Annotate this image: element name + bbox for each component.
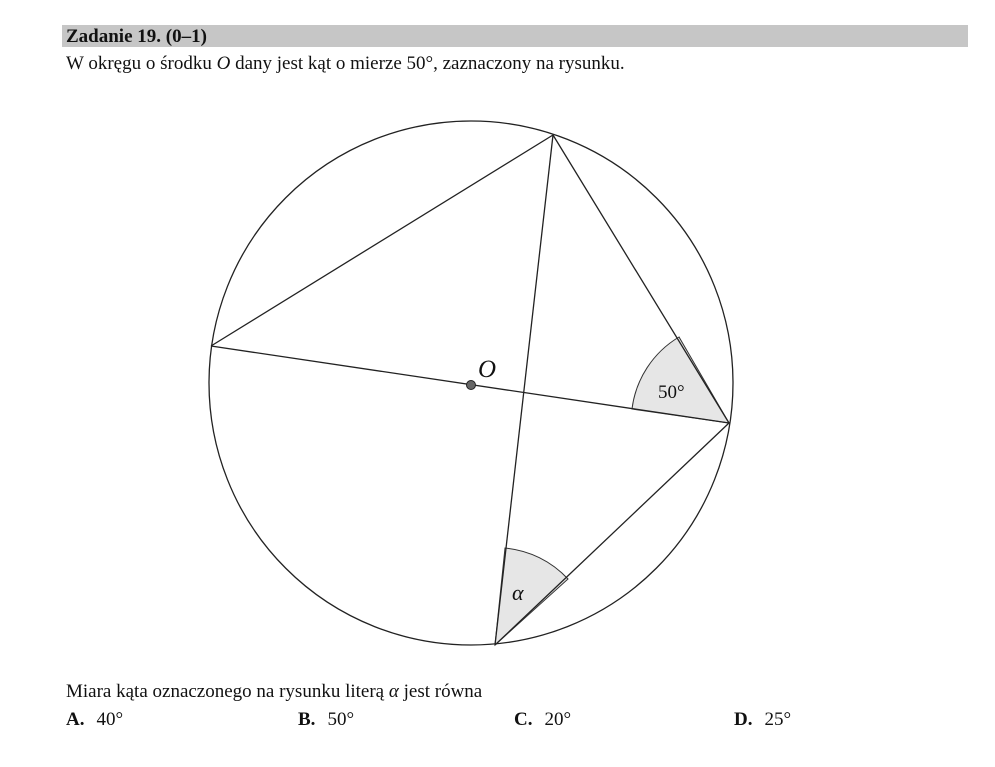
chord-bottom-right [495,423,729,645]
intro-text-start: W okręgu o środku [66,53,217,74]
answer-letter: B. [298,709,316,730]
chord-left-top [211,135,553,346]
question-var: α [388,681,399,702]
question-text [66,680,482,704]
question-text-end: jest równa [398,681,483,702]
question-text-start: Miara kąta oznaczonego na rysunku literą [66,681,389,702]
answer-option-a[interactable] [66,708,123,732]
answer-letter: C. [514,709,533,730]
center-label: O [478,356,497,383]
intro-center-var: O [216,53,231,74]
intro-text-end: dany jest kąt o mierze 50°, zaznaczony na rysunku. [230,53,625,74]
answer-value: 25° [764,709,792,730]
center-point [467,381,476,390]
task-title: Zadanie 19. (0–1) [66,26,207,47]
answer-letter: D. [734,709,753,730]
answer-option-b[interactable] [298,708,354,732]
answer-option-c[interactable] [514,708,571,732]
angle-50-label: 50° [658,382,685,403]
answer-value: 40° [96,709,124,730]
answer-letter: A. [66,709,85,730]
answer-value: 20° [544,709,572,730]
answer-option-d[interactable] [734,708,791,732]
angle-alpha-label: α [512,580,524,605]
answer-value: 50° [327,709,355,730]
